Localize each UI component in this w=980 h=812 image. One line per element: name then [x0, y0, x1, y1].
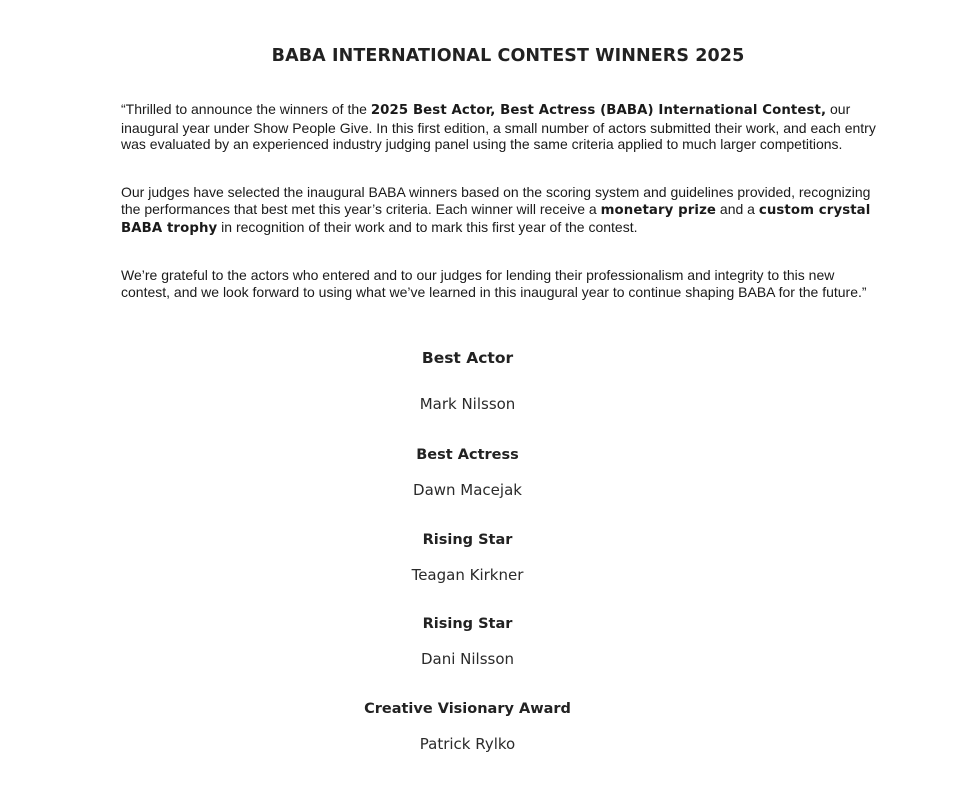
intro-paragraph-thanks: We’re grateful to the actors who entered and to our judges for lending their professionalism and integrity to this new contest, and we look forward to using what we’ve learned in this inaugural year to continue shaping BABA for the future.”: [121, 267, 867, 300]
award-title-creative-visionary: Creative Visionary Award: [364, 701, 571, 717]
monetary-prize-bold: monetary prize: [600, 202, 717, 218]
award-title-best-actress: Best Actress: [416, 447, 519, 463]
paragraph-text: “Thrilled to announce the winners of the: [121, 101, 371, 117]
page-title: BABA INTERNATIONAL CONTEST WINNERS 2025: [271, 46, 745, 66]
winner-name-rising-star-2: Dani Nilsson: [420, 650, 515, 668]
paragraph-text: and a: [716, 200, 759, 217]
award-title-rising-star-2: Rising Star: [422, 616, 513, 632]
award-title-rising-star-1: Rising Star: [422, 532, 513, 548]
intro-paragraph-prizes: [121, 184, 886, 238]
contest-name-bold: 2025 Best Actor, Best Actress (BABA) International Contest,: [370, 103, 827, 118]
trophy-bold: custom crystal BABA trophy: [121, 202, 871, 236]
winner-name-best-actor: Mark Nilsson: [419, 395, 516, 413]
paragraph-text: our inaugural year under Show People Give. In this first edition, a small number of actors submitted their work, and each entry was evaluated by an experienced industry judging panel using the same criteria applied to much larger competitions.: [121, 101, 876, 152]
paragraph-text: in recognition of their work and to mark this first year of the contest.: [217, 219, 638, 235]
intro-paragraph-announcement: [121, 101, 886, 153]
award-title-best-actor: Best Actor: [421, 349, 514, 367]
winner-name-rising-star-1: Teagan Kirkner: [411, 566, 524, 584]
winner-name-best-actress: Dawn Macejak: [413, 481, 522, 499]
winner-name-creative-visionary: Patrick Rylko: [419, 735, 516, 753]
paragraph-text: Our judges have selected the inaugural BABA winners based on the scoring system and guidelines provided, recognizing the performances that best met this year’s criteria. Each winner will receive a: [121, 184, 871, 217]
